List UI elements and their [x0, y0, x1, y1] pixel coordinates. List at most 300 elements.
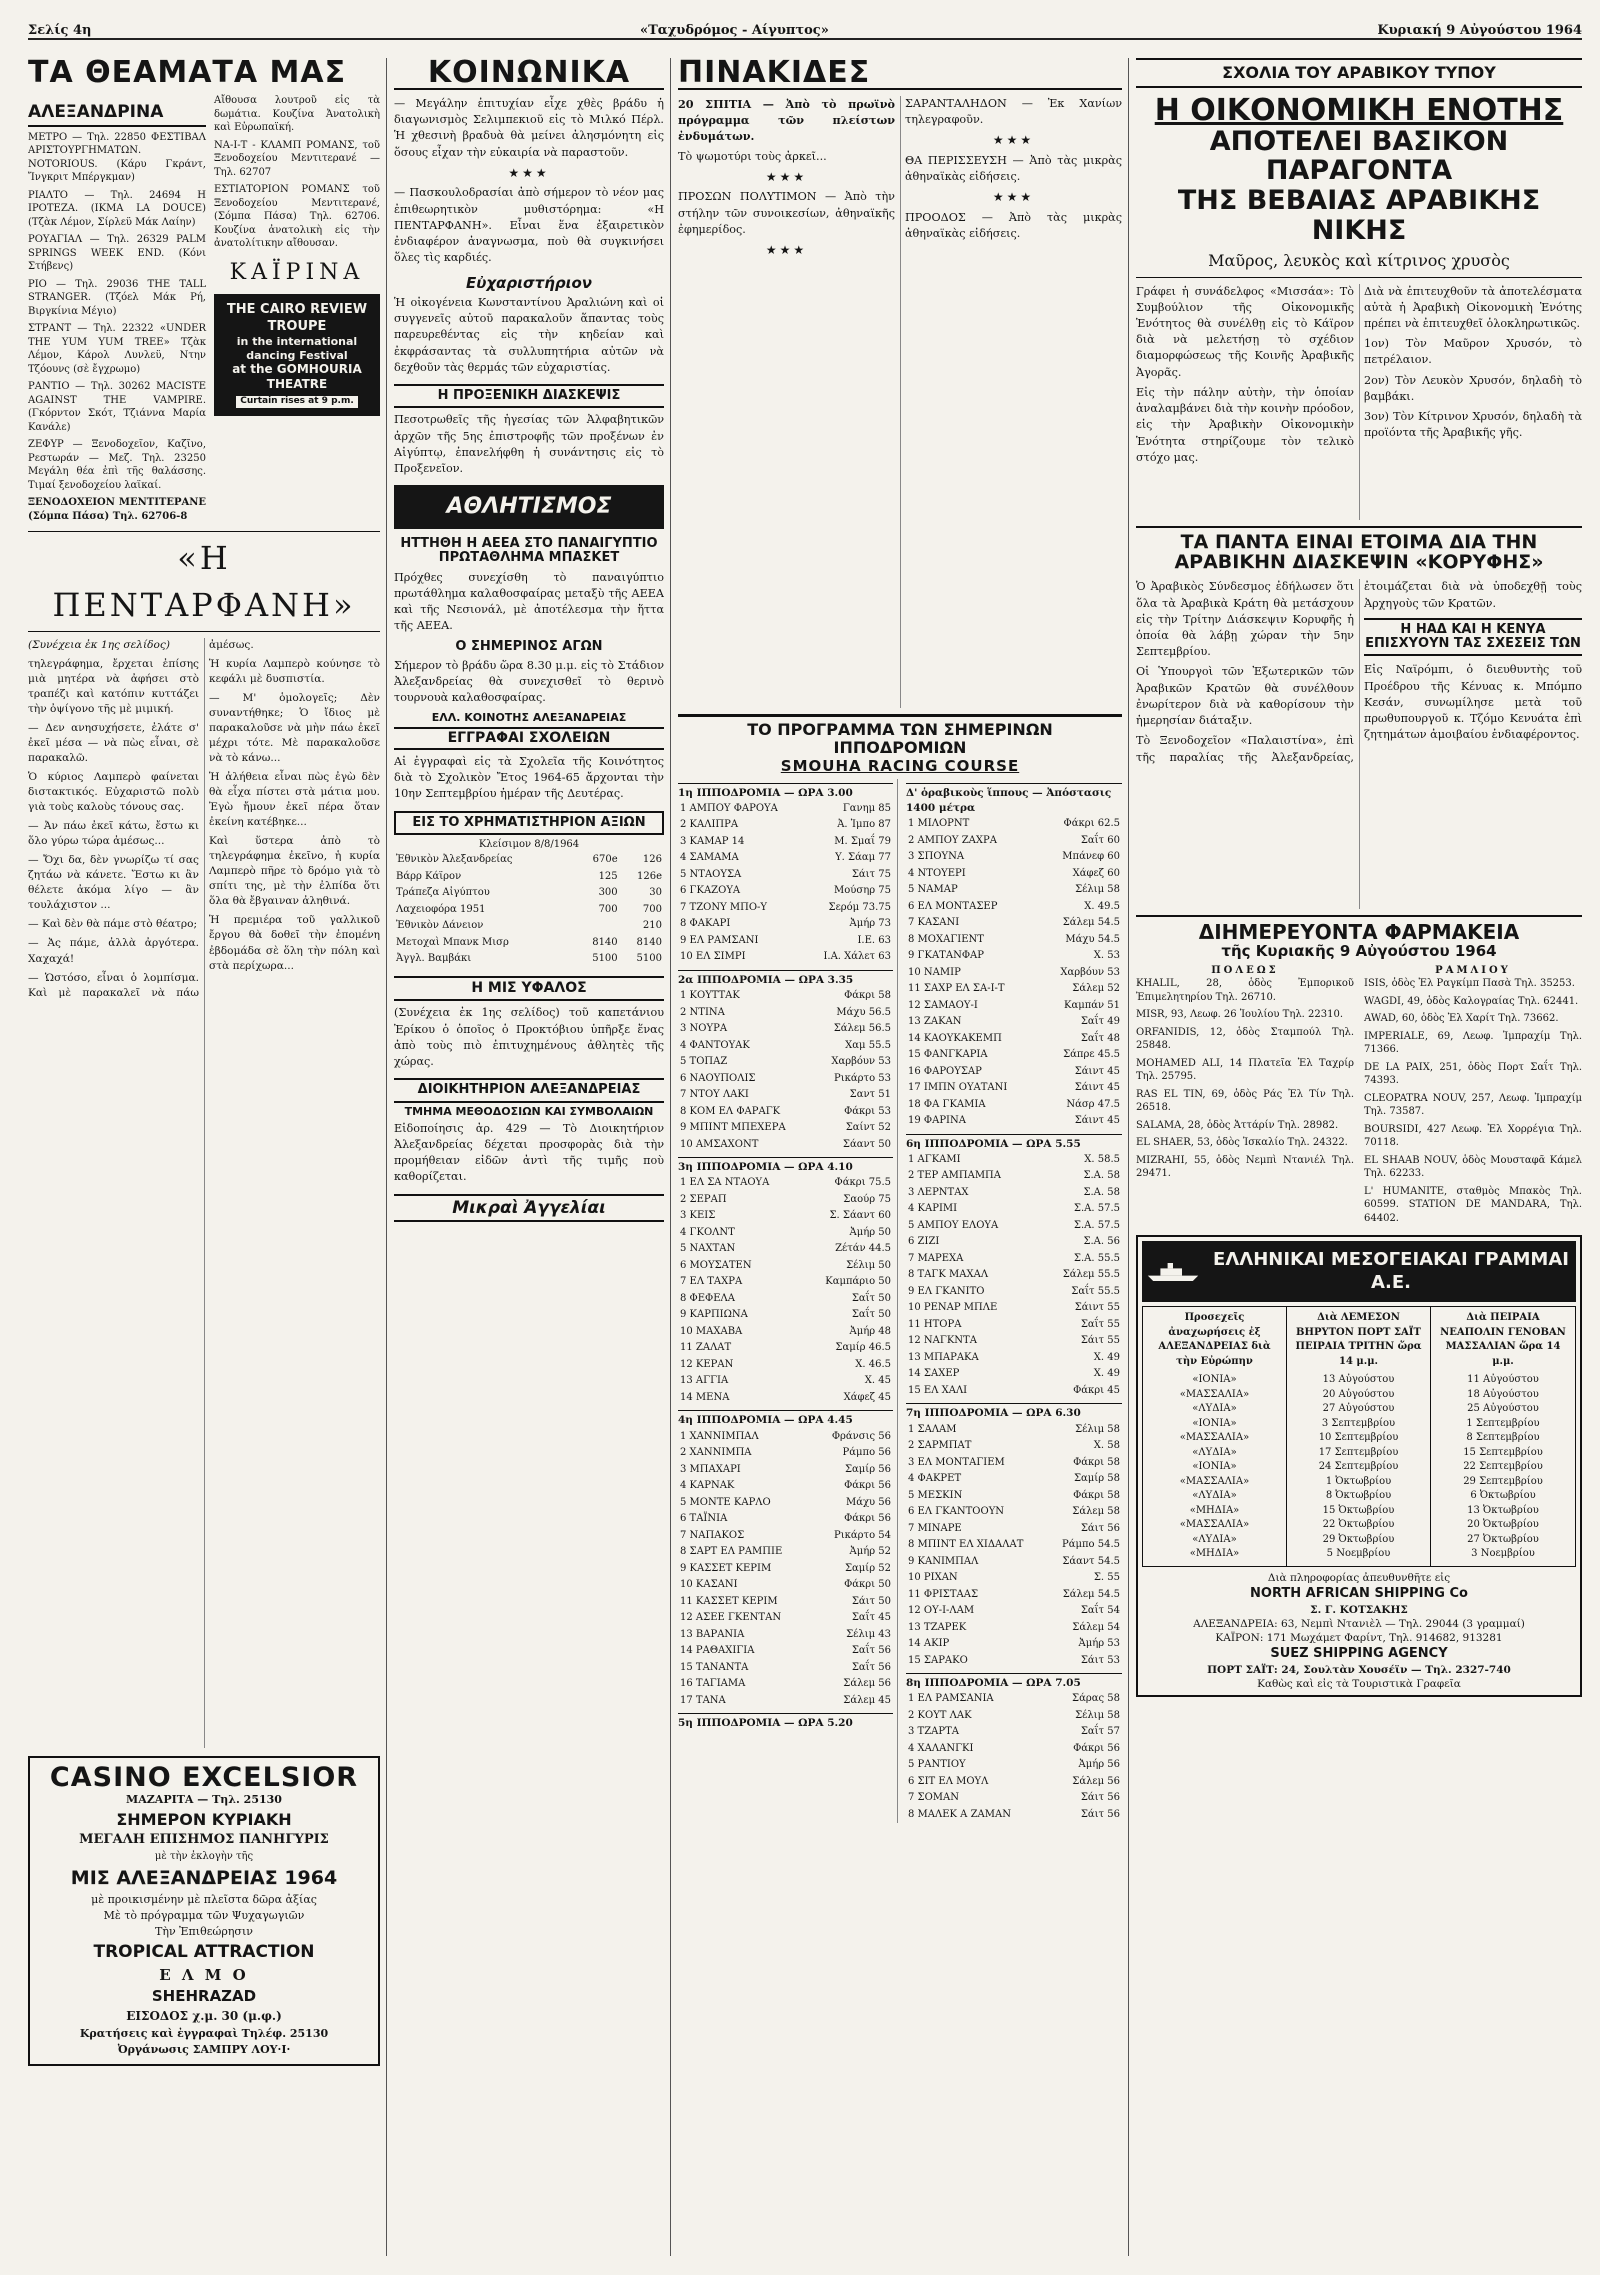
table-row — [394, 869, 664, 886]
table-row — [906, 1080, 1122, 1097]
cell: Φάκρι 56 — [1073, 1742, 1120, 1754]
cell: 8 ΣΑΡΤ ΕΛ ΡΑΜΠΙΕ — [680, 1546, 783, 1558]
hotel-listings — [214, 94, 380, 527]
cell: Σαΐτ 56 — [851, 1661, 891, 1673]
cell: 210 — [642, 920, 662, 932]
shipping-col-dates-b — [1431, 1307, 1575, 1566]
cell: 9 ΚΑΡΠΙΩΝΑ — [680, 1309, 748, 1321]
table-row — [678, 801, 893, 818]
cell: 12 ΝΑΓΚΝΤΑ — [908, 1335, 977, 1347]
cell: Σάιτ 53 — [1080, 1654, 1120, 1666]
cell: 10 ΕΛ ΣΙΜΡΙ — [680, 951, 746, 963]
cell: 3 ΣΠΟΥΝΑ — [908, 851, 965, 863]
cell: 15 ΕΛ ΧΑΛΙ — [908, 1384, 968, 1396]
cell: 4 ΓΚΟΛΝΤ — [680, 1226, 735, 1238]
kenya-paragraph: Εἰς Ναϊρόμπι, ὁ διευθυντὴς τοῦ Προέδρου τῆς Κένυας κ. Μπόμπο Κεσάν, συνωμίλησε μετὰ τοῦ πρωθυπουργοῦ κ. Τζόμο Κενυάτα ἐπὶ ζητημάτων ἀμοιβαίου ἐνδιαφέροντος. — [1364, 663, 1582, 742]
cell: Χ. 45 — [864, 1375, 891, 1387]
cell: 126e — [636, 870, 662, 882]
cell: Σάλεμ 52 — [1072, 983, 1120, 995]
summit-paragraph: Ὁ Ἀραβικὸς Σύνδεσμος ἐδήλωσεν ὅτι ὅλα τὰ Ἀραβικὰ Κράτη θὰ μετάσχουν εἰς τὴν Τρίτην Διάσκεψιν Κορυφῆς ἡ ὁποία θὰ λάβῃ χώραν τὴν 5ην Σεπτεμβρίου. — [1136, 580, 1354, 659]
cell: 10 ΡΕΝΑΡ ΜΠΛΕ — [908, 1302, 998, 1314]
ship-date: 27 Αὐγούστου — [1322, 1403, 1395, 1415]
shipping-foot: NORTH AFRICAN SHIPPING Co — [1250, 1585, 1468, 1601]
cell: Φάκρι 58 — [1073, 1456, 1120, 1468]
table-row — [678, 1175, 893, 1192]
cell: 14 ΣΑΧΕΡ — [908, 1368, 960, 1380]
cell: 700 — [598, 903, 618, 915]
cell: 6 ΜΟΥΣΑΤΕΝ — [680, 1259, 752, 1271]
cell: Σαμίρ 46.5 — [835, 1342, 891, 1354]
ship-name: «ΛΥΔΙΑ» — [1192, 1490, 1237, 1502]
cell: Σάλεμ 55.5 — [1062, 1269, 1120, 1281]
cell: 9 ΚΑΣΣΕΤ ΚΕΡΙΜ — [680, 1562, 772, 1574]
cell: Λαχειοφόρα 1951 — [396, 903, 486, 915]
listing: ΣΤΡΑΝΤ — Τηλ. 22322 «UNDER THE YUM YUM TREE» Τζὰκ Λέμον, Κάρολ Λυνλεϋ, Ντην Τζόουνς (σὲ ἔγχρωμο) — [28, 323, 206, 375]
cell: Νάσρ 47.5 — [1066, 1098, 1120, 1110]
kenya-title: Η ΗΑΔ ΚΑΙ Η ΚΕΝΥΑ ΕΠΙΣΧΥΟΥΝ ΤΑΣ ΣΧΕΣΕΙΣ ΤΩΝ — [1364, 618, 1582, 657]
city-alexandria: ΑΛΕΞΑΝΔΡΙΝΑ — [28, 100, 206, 127]
cell: Σάλεμ 54.5 — [1062, 1588, 1120, 1600]
thanks-title: Εὐχαριστήριον — [466, 273, 592, 292]
cell: Χ. 49 — [1093, 1368, 1120, 1380]
ship-name: «ΜΑΣΣΑΛΙΑ» — [1179, 1432, 1250, 1444]
table-row — [906, 1267, 1122, 1284]
serial-paragraph: — Ὡστόσο, εἶναι ὁ λομπίσμα. Καὶ μὲ παρακαλεῖ νὰ πάω ἀμέσως. — [28, 638, 254, 999]
cell: Σαΐτ 54 — [1080, 1605, 1120, 1617]
shipping-foot: ΚΑΪΡΟΝ: 171 Μωχάμετ Φαρίντ, Τηλ. 914682, 913281 — [1215, 1631, 1503, 1644]
listing: Αἴθουσα λουτροῦ εἰς τὰ δωμάτια. Κουζίνα Ἀνατολικὴ καὶ Εὐρωπαϊκή. — [214, 95, 380, 133]
commentary-column — [1136, 58, 1582, 2256]
newspaper-page — [28, 58, 1582, 2256]
pharmacy: SALAMA, 28, ὁδὸς Ἀττάρίν Τηλ. 28982. — [1136, 1119, 1339, 1131]
ship-date: 13 Αὐγούστου — [1322, 1374, 1395, 1386]
table-row — [906, 1587, 1122, 1604]
shipping-footer — [1142, 1571, 1576, 1691]
pharmacy: WAGDI, 49, ὁδὸς Καλογραίας Τηλ. 62441. — [1364, 995, 1579, 1007]
table-row — [678, 1208, 893, 1225]
serial-paragraph: — Δεν ανησυχήσετε, ἐλάτε σ' ἐκεῖ μέσα — νὰ πὼς εἶναι, σὲ παρακαλῶ. — [28, 722, 199, 765]
table-row — [906, 1014, 1122, 1031]
table-row — [906, 833, 1122, 850]
ship-date: 3 Σεπτεμβρίου — [1321, 1417, 1396, 1429]
cell: Χ. 49 — [1093, 1351, 1120, 1363]
cell: 3 ΛΕΡΝΤΑΧ — [908, 1186, 969, 1198]
table-row — [678, 1643, 893, 1660]
racing-title: ΤΟ ΠΡΟΓΡΑΜΜΑ ΤΩΝ ΣΗΜΕΡΙΝΩΝ ΙΠΠΟΔΡΟΜΙΩΝ — [678, 714, 1122, 756]
cell: Ἀμήρ 52 — [849, 1546, 891, 1558]
table-row — [906, 1488, 1122, 1505]
cell: 12 ΚΕΡΑΝ — [680, 1358, 734, 1370]
mis-paragraph: (Συνέχεια ἐκ 1ης σελίδος) τοῦ καπετάνιου Ἐρίκου ὁ ὁποῖος ὁ Προκτόβιου ὑπῆρξε ἕνας ἀπὸ τοὺς πιὸ ἐπιτυχημένους ἀθλητὲς τῆς χώρας. — [394, 1006, 664, 1069]
cell: Σ.Α. 55.5 — [1073, 1252, 1120, 1264]
ship-date: 15 Σεπτεμβρίου — [1463, 1446, 1543, 1458]
section-stars: ★★★ — [992, 133, 1035, 148]
table-row — [678, 1357, 893, 1374]
casino-line: ΜΑΖΑΡΙΤΑ — Τηλ. 25130 — [126, 1793, 282, 1807]
cell: Σάλεμ 58 — [1072, 1506, 1120, 1518]
tables-title: ΠΙΝΑΚΙΔΕΣ — [678, 58, 1122, 90]
cell: Μάχυ 56.5 — [836, 1006, 891, 1018]
listing: ΜΕΤΡΟ — Τηλ. 22850 ΦΕΣΤΙΒΑΛ ΑΡΙΣΤΟΥΡΓΗΜΑΤΩΝ. NOTORIOUS. (Κάρυ Γκράντ, Ἴνγκριτ Μπέργκμαν) — [28, 131, 206, 184]
casino-line: μὲ τὴν ἐκλογὴν τῆς — [154, 1851, 254, 1863]
cell: 6 ΖΙΖΙ — [908, 1236, 940, 1248]
cell: 2 ΣΑΡΜΠΑΤ — [908, 1440, 972, 1452]
cell: Σέλιμ 43 — [846, 1628, 891, 1640]
table-row — [906, 1366, 1122, 1383]
table-row — [906, 1554, 1122, 1571]
exchange-sub: Κλείσιμον 8/8/1964 — [478, 838, 580, 850]
sports-headline: ΗΤΤΗΘΗ Η ΑΕΕΑ ΣΤΟ ΠΑΝΑΙΓΥΠΤΙΟ ΠΡΩΤΑΘΛΗΜΑ ΜΠΑΣΚΕΤ — [400, 535, 658, 566]
cell: 8 ΜΠΙΝΤ ΕΛ ΧΙΔΑΛΑΤ — [908, 1539, 1024, 1551]
cell: Σ. Σάαντ 60 — [829, 1210, 891, 1222]
cell: Ἀ. Ἰμπο 87 — [837, 819, 891, 831]
pharmacy: DE LA PAIX, 251, ὁδὸς Πορτ Σαΐτ Τηλ. 74393. — [1364, 1061, 1582, 1087]
ship-name: «ΛΥΔΙΑ» — [1192, 1533, 1237, 1545]
cell: 1 ΕΛ ΣΑ ΝΤΑΟΥΑ — [680, 1177, 770, 1189]
ship-dates — [1291, 1373, 1426, 1562]
table-row — [678, 1693, 893, 1710]
ship-date: 29 Σεπτεμβρίου — [1463, 1475, 1543, 1487]
table-row — [678, 1511, 893, 1528]
commentary-h2: ΑΠΟΤΕΛΕΙ ΒΑΣΙΚΟΝ ΠΑΡΑΓΟΝΤΑ — [1209, 125, 1509, 187]
cell: 7 ΝΑΠΑΚΟΣ — [680, 1529, 745, 1541]
cell: Ἀμήρ 48 — [849, 1325, 891, 1337]
pharmacy: CLEOPATRA NOUV, 257, Λεωφ. Ἰμπραχίμ Τηλ. 73587. — [1364, 1092, 1582, 1118]
cell: 13 ΒΑΡΑΝΙΑ — [680, 1628, 745, 1640]
cell: Σάιτ 56 — [1080, 1792, 1120, 1804]
table-row — [678, 1577, 893, 1594]
cell: 6 ΕΛ ΜΟΝΤΑΣΕΡ — [908, 900, 998, 912]
page-number: Σελίς 4η — [28, 23, 92, 38]
table-row — [906, 1691, 1122, 1708]
cell: Ἀμήρ 50 — [849, 1226, 891, 1238]
table-row — [906, 1620, 1122, 1637]
cell: 6 ΤΑΪΝΙΑ — [680, 1513, 728, 1525]
tables-item: ΠΡΟΣΩΝ ΠΟΛΥΤΙΜΟΝ — Ἀπὸ τὴν στήλην τῶν συνοικεσίων, ἀθηναϊκῆς ἐφημερίδος. — [678, 190, 895, 236]
race-title: 6η ΙΠΠΟΔΡΟΜΙΑ — ΩΡΑ 5.55 — [906, 1134, 1122, 1152]
ship-date: 22 Ὀκτωβρίου — [1322, 1519, 1395, 1531]
cell: Χαμ 55.5 — [845, 1039, 891, 1051]
court-paragraph: Εἰδοποίησις ἀρ. 429 — Τὸ Διοικητήριον Ἀλεξανδρείας δέχεται προσφορὰς διὰ τὴν προμήθειαν εἰδῶν ἀντὶ τῆς τιμῆς ποὺ καθορίζεται. — [394, 1121, 664, 1184]
ship-name: «ΛΥΔΙΑ» — [1192, 1446, 1237, 1458]
listing: ΖΕΦΥΡ — Ξενοδοχεῖον, Καζῖνο, Ρεστωράν — Μεζ. Τηλ. 23250 Μεγάλη θέα ἐπὶ τῆς θαλάσσης. Τιμαί ξενοδοχείου λαϊκαί. — [28, 439, 206, 491]
cell: 6 ΝΑΟΥΠΟΛΙΣ — [680, 1072, 756, 1084]
cell: Σέλιμ 58 — [1075, 884, 1120, 896]
cell: 12 ΣΑΜΑΟΥ-Ι — [908, 999, 978, 1011]
ship-date: 29 Ὀκτωβρίου — [1322, 1533, 1395, 1545]
cell: Φάκρι 62.5 — [1063, 818, 1120, 830]
cell: Χάφεζ 45 — [843, 1391, 891, 1403]
exchange-title: ΕΙΣ ΤΟ ΧΡΗΜΑΤΙΣΤΗΡΙΟΝ ΑΞΙΩΝ — [394, 811, 664, 835]
cell: 4 ΣΑΜΑΜΑ — [680, 852, 739, 864]
table-row — [906, 1504, 1122, 1521]
cell: 1 ΑΜΠΟΥ ΦΑΡΟΥΑ — [680, 802, 778, 814]
table-row — [906, 1724, 1122, 1741]
cell: 8140 — [592, 936, 618, 948]
listing: ΞΕΝΟΔΟΧΕΙΟΝ ΜΕΝΤΙΤΕΡΑΝΕ (Σόμπα Πάσα) Τηλ. 62706-8 — [28, 497, 206, 522]
cell: 9 ΚΑΝΙΜΠΑΛ — [908, 1555, 979, 1567]
summit-body — [1136, 579, 1582, 909]
table-row — [906, 1603, 1122, 1620]
table-row — [906, 849, 1122, 866]
classified-title: Μικραὶ Ἀγγελίαι — [394, 1194, 664, 1223]
table-row — [678, 1258, 893, 1275]
cell: 15 ΦΑΝΓΚΑΡΙΑ — [908, 1049, 988, 1061]
cell: Σάλεμ 45 — [843, 1694, 891, 1706]
summit-paragraph: Οἱ Ὑπουργοὶ τῶν Ἐξωτερικῶν τῶν Ἀραβικῶν Κρατῶν θὰ συνέλθουν ἐνωρίτερον διὰ νὰ καθορίσουν τὴν ἡμερησίαν διάταξιν. — [1136, 665, 1354, 728]
cell: 2 ΚΟΥΤ ΛΑΚ — [908, 1709, 972, 1721]
table-row — [906, 1537, 1122, 1554]
table-row — [906, 882, 1122, 899]
table-row — [394, 902, 664, 919]
table-row — [906, 1152, 1122, 1169]
commentary-item: 3ον) Τὸν Κίτρινον Χρυσόν, δηλαδὴ τὰ προϊόντα τῆς Ἀραβικῆς γῆς. — [1364, 410, 1582, 440]
ship-name: «ΜΑΣΣΑΛΙΑ» — [1179, 1388, 1250, 1400]
table-row — [906, 1741, 1122, 1758]
cell: 2 ΚΑΛΙΠΡΑ — [680, 819, 739, 831]
serial-paragraph: — Ἀς πάμε, ἀλλὰ ἀργότερα. Χαχαχά! — [28, 937, 199, 965]
pharmacies-date: τῆς Κυριακῆς 9 Αὐγούστου 1964 — [1221, 942, 1497, 961]
table-row — [678, 933, 893, 950]
cell: Καμπάριο 50 — [825, 1276, 891, 1288]
tables-column — [678, 58, 1122, 2256]
social-paragraph: — Μεγάλην ἐπιτυχίαν εἶχε χθὲς βράδυ ἡ διαγωνισμὸς Σελιμπεκιοῦ εἰς τὸ Μιλκό Πέρλ. Ἡ χθεσινὴ βραδυὰ θὰ μείνει ἀλησμόνητη εἰς ὅσους εἶχαν τὴν εὐκαιρία νὰ παραστοῦν. — [394, 97, 664, 159]
cell: 13 ΤΖΑΡΕΚ — [908, 1621, 967, 1633]
cell: Χ. 58 — [1093, 1440, 1120, 1452]
table-row — [906, 1113, 1122, 1130]
cell: Σ.Α. 56 — [1083, 1236, 1120, 1248]
cell: 7 ΝΤΟΥ ΛΑΚΙ — [680, 1089, 749, 1101]
sports-banner: ΑΘΛΗΤΙΣΜΟΣ — [394, 485, 664, 529]
pharmacies-poleos: ΠΟΛΕΩΣ — [1211, 964, 1279, 976]
cell: Ρικάρτο 53 — [834, 1072, 891, 1084]
social-title: ΚΟΙΝΩΝΙΚΑ — [394, 58, 664, 90]
cell: Σαμίρ 52 — [844, 1562, 891, 1574]
table-row — [906, 1201, 1122, 1218]
ship-date: 11 Αὐγούστου — [1467, 1374, 1539, 1386]
table-row — [906, 1521, 1122, 1538]
cell: 3 ΚΑΜΑΡ 14 — [680, 835, 745, 847]
cell: Σάιντ 45 — [1074, 1115, 1120, 1127]
cell: Σαΐτ 56 — [851, 1645, 891, 1657]
ship-icon — [1146, 1260, 1200, 1284]
cell: Σάιτ 56 — [1080, 1808, 1120, 1820]
table-row — [678, 1192, 893, 1209]
casino-line: Μὲ τὸ πρόγραμμα τῶν Ψυχαγωγιῶν — [103, 1909, 305, 1923]
community-title: ΕΛΛ. ΚΟΙΝΟΤΗΣ ΑΛΕΞΑΝΔΡΕΙΑΣ — [431, 711, 627, 725]
cell: 10 ΜΑΧΑΒΑ — [680, 1325, 743, 1337]
cell: 10 ΡΙΧΑΝ — [908, 1572, 958, 1584]
table-row — [906, 1185, 1122, 1202]
pharmacy: IMPERIALE, 69, Λεωφ. Ἰμπραχίμ Τηλ. 71366. — [1364, 1030, 1582, 1056]
tropical-attraction: TROPICAL ATTRACTION — [93, 1942, 315, 1963]
cell: 14 ΡΑΘΑΧΙΓΙΑ — [680, 1645, 755, 1657]
table-row — [678, 1054, 893, 1071]
court-sub: ΤΜΗΜΑ ΜΕΘΟΔΟΣΙΩΝ ΚΑΙ ΣΥΜΒΟΛΑΙΩΝ — [404, 1104, 654, 1118]
serial-title: «Η ΠΕΝΤΑΡΦΑΝΗ» — [28, 531, 380, 632]
cell: Σ.Α. 58 — [1083, 1170, 1120, 1182]
cell: 8 ΜΑΛΕΚ Α ΖΑΜΑΝ — [908, 1808, 1011, 1820]
table-row — [678, 1021, 893, 1038]
table-row — [906, 1047, 1122, 1064]
table-row — [906, 948, 1122, 965]
ship-date: 1 Σεπτεμβρίου — [1466, 1417, 1540, 1429]
cell: 10 ΝΑΜΙΡ — [908, 966, 961, 978]
table-row — [906, 998, 1122, 1015]
shipping-banner — [1142, 1241, 1576, 1302]
casino-line: ΕΙΣΟΔΟΣ χ.μ. 30 (μ.φ.) — [126, 2009, 282, 2024]
cell: 6 ΓΚΑΖΟΥΑ — [680, 885, 741, 897]
race-table — [906, 1691, 1122, 1823]
table-row — [678, 883, 893, 900]
table-row — [394, 852, 664, 869]
sports-paragraph: Πρόχθες συνεχίσθη τὸ παναιγύπτιο πρωτάθλημα καλαθοσφαίρας μεταξὺ τῆς ΑΕΕΑ καὶ τῆς Νεσιονάλ, μὲ ἀποτέλεσμα τὴν ἥττα τῆς ΑΕΕΑ. — [394, 570, 664, 633]
cell: Σάλεμ 56 — [1072, 1775, 1120, 1787]
ship-name: «ΜΑΣΣΑΛΙΑ» — [1179, 1475, 1250, 1487]
table-row — [678, 1324, 893, 1341]
cell: Χαρβόυν 53 — [1060, 966, 1120, 978]
table-row — [678, 1038, 893, 1055]
cairo-review-ad — [214, 294, 380, 415]
cell: Υ. Σάαμ 77 — [835, 852, 891, 864]
shipping-col-title: Διὰ ΠΕΙΡΑΙΑ ΝΕΑΠΟΛΙΝ ΓΕΝΟΒΑΝ ΜΑΣΣΑΛΙΑΝ ὥρα 14 μ.μ. — [1440, 1312, 1566, 1367]
cell: 1 ΕΛ ΡΑΜΣΑΝΙΑ — [908, 1693, 994, 1705]
ship-date: 10 Σεπτεμβρίου — [1318, 1432, 1399, 1444]
pharmacy: RAS EL TIN, 69, ὁδὸς Ράς Ἐλ Τίν Τηλ. 26518. — [1136, 1088, 1354, 1114]
shipping-grid — [1142, 1306, 1576, 1567]
table-row — [906, 1064, 1122, 1081]
cell: 19 ΦΑΡΙΝΑ — [908, 1115, 966, 1127]
table-row — [394, 951, 664, 968]
table-row — [678, 834, 893, 851]
commentary-paragraph: Γράφει ἡ συνάδελφος «Μισσάα»: Τὸ Συμβούλιον τῆς Οἰκονομικῆς Ἑνότητος θὰ συνέλθῃ εἰς τὸ Κάϊρον διὰ νὰ μελετήσῃ τὸ σχέδιον διαμορφώσεως τῆς Κοινῆς Ἀραβικῆς Ἀγορᾶς. — [1136, 284, 1354, 379]
race-title: 1η ΙΠΠΟΔΡΟΜΙΑ — ΩΡΑ 3.00 — [678, 783, 893, 801]
table-row — [678, 1561, 893, 1578]
table-row — [906, 1790, 1122, 1807]
pharmacy: ORFANIDIS, 12, ὁδὸς Σταμπούλ Τηλ. 25848. — [1136, 1026, 1354, 1052]
table-row — [906, 1383, 1122, 1400]
table-row — [906, 1570, 1122, 1587]
cell: 12 ΑΣΕΕ ΓΚΕΝΤΑΝ — [680, 1612, 782, 1624]
cell: 5 ΑΜΠΟΥ ΕΛΟΥΑ — [908, 1219, 999, 1231]
cell: 2 ΑΜΠΟΥ ΖΑΧΡΑ — [908, 834, 997, 846]
table-row — [678, 1627, 893, 1644]
cell: 2 ΣΕΡΑΠ — [680, 1193, 727, 1205]
table-row — [678, 1087, 893, 1104]
city-cairo: ΚΑΪΡΙΝΑ — [229, 259, 365, 285]
commentary-paragraph: Εἰς τὴν πάλην αὐτὴν, τὴν ὁποίαν ἀναλαμβάνει διὰ τὴν κοινὴν πρόοδον, εἰς τὴν Ἀραβικὴν Οἰκονομικὴν Ἑνότητα στηρίζουμε τὸν τελικὸ στόχο μας. — [1136, 385, 1354, 464]
cell: 7 ΤΖΟΝΥ ΜΠΟ-Υ — [680, 901, 768, 913]
pharmacy: MOHAMED ALI, 14 Πλατεῖα Ἐλ Ταχρίρ Τηλ. 25795. — [1136, 1057, 1354, 1083]
commentary-item: 1ον) Τὸν Μαῦρον Χρυσόν, τὸ πετρέλαιον. — [1364, 337, 1582, 367]
ship-date: 8 Ὀκτωβρίου — [1325, 1490, 1392, 1502]
ship-date: 27 Ὀκτωβρίου — [1467, 1533, 1539, 1545]
cell: Χ. 53 — [1093, 950, 1120, 962]
cell: 3 ΤΖΑΡΤΑ — [908, 1726, 960, 1738]
race-title: Δ' ὁραβικοὺς ἵππους — Ἀπόστασις 1400 μέτρα — [906, 783, 1122, 816]
cell: Μ. Σμαΐ 79 — [834, 835, 891, 847]
cell: Φάκρι 53 — [844, 1105, 891, 1117]
table-row — [906, 932, 1122, 949]
commentary-h1: Η ΟΙΚΟΝΟΜΙΚΗ ΕΝΟΤΗΣ — [1154, 92, 1564, 128]
court-title: ΔΙΟΙΚΗΤΗΡΙΟΝ ΑΛΕΞΑΝΔΡΕΙΑΣ — [394, 1078, 664, 1102]
pharmacy: MISR, 93, Λεωφ. 26 Ἰουλίου Τηλ. 22310. — [1136, 1009, 1344, 1021]
shipping-foot: ΠΟΡΤ ΣΑΪΤ: 24, Σουλτὰν Χουσέϊν — Τηλ. 2327-740 — [1207, 1663, 1511, 1676]
ad-footnote: Curtain rises at 9 p.m. — [236, 396, 358, 407]
cell: Ἀμήρ 73 — [849, 918, 891, 930]
serial-paragraph: τηλεγράφημα, ἔρχεται ἐπίσης μιὰ μητέρα νὰ ἀφήσει στὸ τραπέζι καὶ κατόπιν κυττάζει τὴν ὀψίγονο τῆς μὲ μιμική. — [28, 657, 199, 716]
table-row — [678, 900, 893, 917]
cell: Φάκρι 45 — [1073, 1384, 1120, 1396]
ship-date: 6 Ὀκτωβρίου — [1470, 1490, 1536, 1502]
running-header — [28, 10, 1582, 40]
ad-line: THE CAIRO REVIEW TROUPE — [226, 302, 368, 334]
alexandria-listings — [28, 94, 206, 527]
ship-date: 22 Σεπτεμβρίου — [1463, 1461, 1543, 1473]
cell: 16 ΤΑΓΙΑΜΑ — [680, 1678, 746, 1690]
serial-paragraph: Ὁ κύριος Λαμπερὸ φαίνεται διστακτικός. Εὐχαριστῶ πολὺ γιὰ τοὺς καλοὺς τόνους σας. — [28, 771, 199, 814]
table-row — [678, 1340, 893, 1357]
cell: Σάαντ 54.5 — [1062, 1555, 1120, 1567]
school-title: ΕΓΓΡΑΦΑΙ ΣΧΟΛΕΙΩΝ — [394, 727, 664, 750]
ad-line: in the international dancing Festival — [236, 334, 358, 362]
race-title: 2α ΙΠΠΟΔΡΟΜΙΑ — ΩΡΑ 3.35 — [678, 970, 893, 988]
cell: Ἐθνικὸν Δάνειον — [396, 920, 484, 932]
sports-paragraph: Σήμερον τὸ βράδυ ὥρα 8.30 μ.μ. εἰς τὸ Στάδιον Ἀλεξανδρείας θὰ συνεχισθεῖ τὸ θερινὸ τουρνουὰ καλαθοσφαίρας. — [394, 658, 664, 705]
cell: Σερόμ 73.75 — [828, 901, 891, 913]
cell: Σάιτ 55 — [1080, 1335, 1120, 1347]
column-rule — [1128, 58, 1129, 2256]
cell: Σάιντ 55 — [1074, 1302, 1120, 1314]
listing: ΡΙΟ — Τηλ. 29036 THE TALL STRANGER. (Τζόελ Μάκ Ρή, Βιργκίνια Μέγιο) — [28, 278, 206, 317]
cell: Γανημ 85 — [842, 802, 891, 814]
ship-name: «ΜΗΔΙΑ» — [1189, 1504, 1240, 1516]
cell: 6 ΣΙΤ ΕΛ ΜΟΥΛ — [908, 1775, 989, 1787]
casino-line: ΣΗΜΕΡΟΝ ΚΥΡΙΑΚΗ — [116, 1810, 292, 1830]
cell: 3 ΕΛ ΜΟΝΤΑΓΙΕΜ — [908, 1456, 1005, 1468]
cell: 5 ΝΑΧΤΑΝ — [680, 1243, 736, 1255]
cell: Φάκρι 56 — [844, 1513, 891, 1525]
cell: 17 ΤΑΝΑ — [680, 1694, 726, 1706]
cell: Σαΐτ 50 — [851, 1292, 891, 1304]
cell: Μούσηρ 75 — [834, 885, 891, 897]
cell: 125 — [598, 870, 618, 882]
casino-line: Ὀργάνωσις ΣΑΜΠΡΥ ΛΟΥ·Ι· — [117, 2042, 291, 2056]
cell: 5 ΤΟΠΑΖ — [680, 1056, 728, 1068]
ship-date: 20 Αὐγούστου — [1322, 1388, 1395, 1400]
serial-paragraph: Καὶ ὕστερα ἀπὸ τὸ τηλεγράφημα ἐκεῖνο, ἡ κυρία Λαμπερὸ πῆρε τὸ δρόμο γιὰ τὸ σπίτι της, μὲ τὴν ἐλπίδα ὅτι ὅλα θὰ ἔβγαιναν ἀληθινά. — [209, 835, 380, 908]
casino-line: Τὴν Ἐπιθεώρησιν — [155, 1925, 253, 1939]
cell: 2 ΤΕΡ ΑΜΠΑΜΠΑ — [908, 1170, 1002, 1182]
table-row — [394, 885, 664, 902]
column-rule — [386, 58, 387, 2256]
cell: Σάλεμ 56.5 — [833, 1023, 891, 1035]
race-table — [678, 988, 893, 1153]
cell: Ἀμήρ 56 — [1078, 1759, 1120, 1771]
ship-date: 1 Ὀκτωβρίου — [1325, 1475, 1392, 1487]
races-right — [906, 779, 1122, 1824]
cell: 11 ΦΡΙΣΤΑΑΣ — [908, 1588, 979, 1600]
cell: Σάλεμ 54.5 — [1062, 917, 1120, 929]
casino-line: μὲ προικισμένην μὲ πλεῖστα δῶρα ἀξίας — [91, 1893, 317, 1907]
cell: Φάκρι 75.5 — [834, 1177, 891, 1189]
cell: 5 ΜΟΝΤΕ ΚΑΡΛΟ — [680, 1496, 771, 1508]
casino-excelsior-ad — [28, 1756, 380, 2066]
cell: Ἀμήρ 53 — [1078, 1638, 1120, 1650]
table-row — [906, 1774, 1122, 1791]
pharmacies-city — [1136, 964, 1354, 1230]
table-row — [906, 1422, 1122, 1439]
